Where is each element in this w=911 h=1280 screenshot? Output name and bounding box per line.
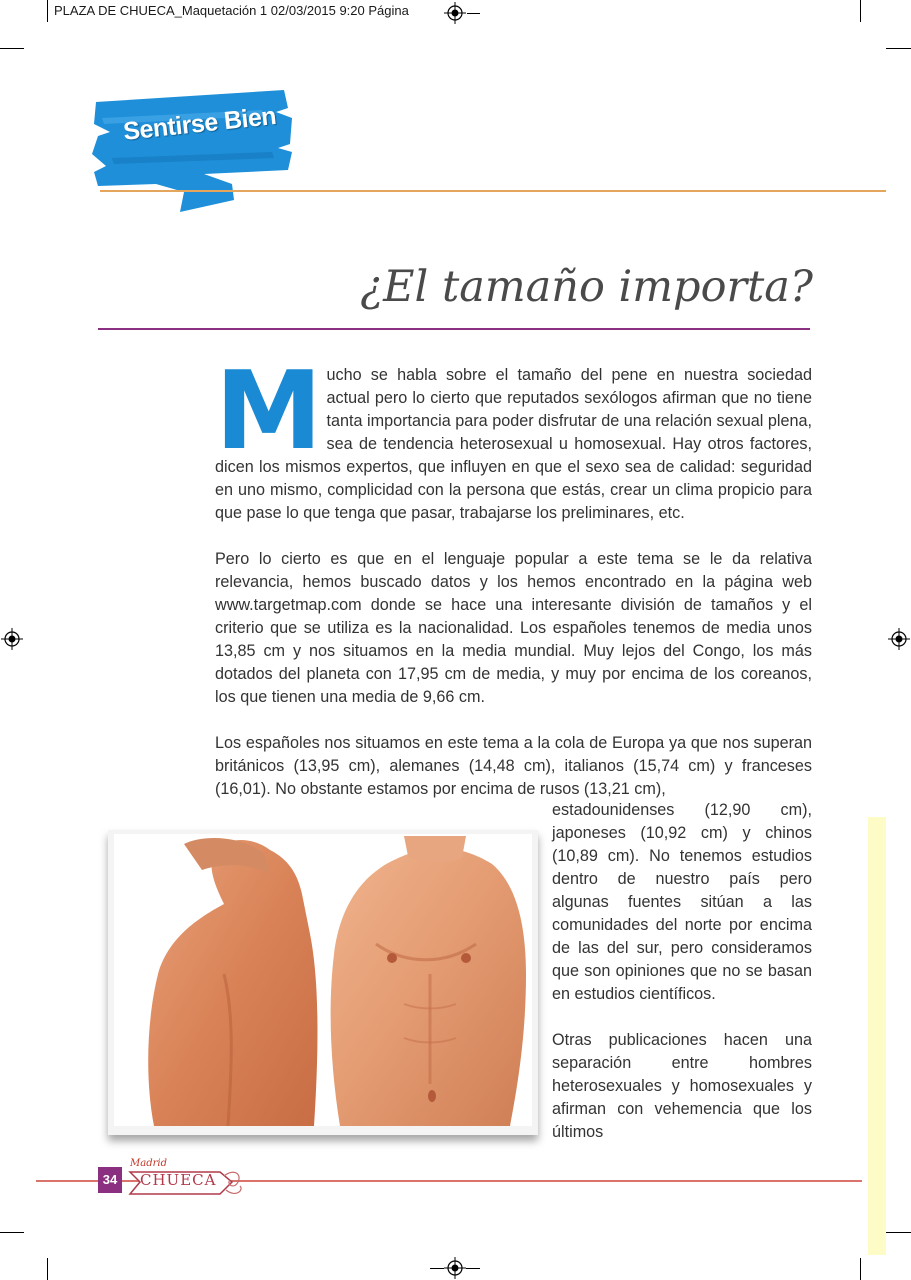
logo-madrid: Madrid [130, 1158, 167, 1169]
photo-image [114, 834, 532, 1126]
crop-mark [47, 1258, 48, 1280]
print-slug: PLAZA DE CHUECA_Maquetación 1 02/03/2015 9:20 Página [54, 3, 409, 18]
page-number: 34 [98, 1167, 122, 1193]
crop-mark [886, 1232, 911, 1233]
crop-mark [0, 1232, 24, 1233]
paragraph: Otras publicaciones hacen una separación entre hombres heterosexuales y homosexuales y afirman con vehemencia que los últimos [552, 1031, 812, 1141]
article-body-main [215, 349, 812, 824]
paragraph: Los españoles nos situamos en este tema a la cola de Europa ya que nos superan británicos (13,95 cm), alemanes (14,48 cm), italianos (15,74 cm) y franceses (16,01). No obstante estamos por encima de rusos (13,21 cm), [215, 734, 812, 798]
article-body-narrow [552, 799, 812, 1167]
crop-mark [860, 0, 861, 22]
side-color-strip [868, 817, 886, 1255]
crop-mark [0, 48, 24, 49]
registration-mark-icon [1, 628, 23, 650]
registration-mark-icon [888, 628, 910, 650]
header-rule [100, 190, 886, 192]
paragraph: Mucho se habla sobre el tamaño del pene en nuestra sociedad actual pero lo cierto que reputados sexólogos afirman que no tiene tanta importancia para poder disfrutar de una relación sexual plena, sea de tendencia heterosexual u homosexual. Hay otros factores, dicen los mismos expertos, que influyen en que el sexo sea de calidad: seguridad en uno mismo, complicidad con la persona que estás, crear un clima propicio para que pase lo que tenga que pasar, trabajarse los preliminares, etc. [215, 349, 812, 522]
logo-chueca: CHUECA [140, 1171, 217, 1189]
registration-mark-icon [444, 1257, 466, 1279]
crop-mark [886, 48, 911, 49]
title-rule [98, 328, 810, 330]
article-title: ¿El tamaño importa? [360, 262, 813, 312]
article-photo [108, 830, 538, 1135]
torso-photo-illustration [114, 834, 532, 1126]
drop-cap: M [215, 349, 319, 474]
paragraph: estadounidenses (12,90 cm), japoneses (10,92 cm) y chinos (10,89 cm). No tenemos estudios dentro de nuestro país pero algunas fuentes sitúan a las comunidades del norte por encima de las del sur, pero consideramos que son opiniones que no se basan en estudios científicos. [552, 801, 812, 1003]
paragraph: Pero lo cierto es que en el lenguaje popular a este tema se le da relativa relevancia, hemos buscado datos y los hemos encontrado en la página web www.targetmap.com donde se hace una interesante división de tamaños y el criterio que se utiliza es la nacionalidad. Los españoles tenemos de media unos 13,85 cm y nos situamos en la media mundial. Muy lejos del Congo, los más dotados del planeta con 17,95 cm de media, y muy por encima de los coreanos, los que tienen una media de 9,66 cm. [215, 550, 812, 706]
registration-mark-icon [444, 2, 466, 24]
crop-mark [466, 1268, 480, 1269]
section-label: Sentirse Bien [122, 101, 278, 146]
crop-mark [430, 1268, 444, 1269]
crop-mark [47, 0, 48, 22]
crop-mark [860, 1258, 861, 1280]
crop-mark [467, 13, 480, 14]
